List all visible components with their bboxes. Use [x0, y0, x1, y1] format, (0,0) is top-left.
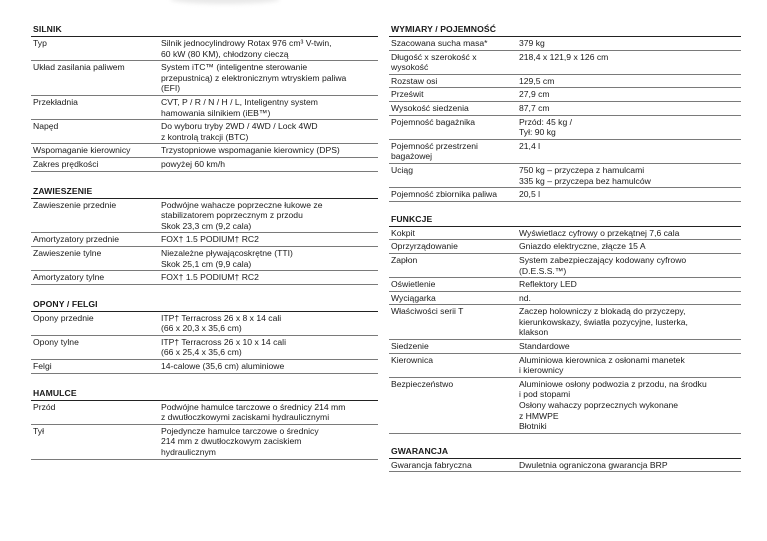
spec-key: Bezpieczeństwo — [391, 378, 454, 389]
spec-key: Gwarancja fabryczna — [391, 459, 472, 470]
spec-row — [31, 199, 378, 234]
spec-key: Kierownica — [391, 354, 434, 365]
spec-value: powyżej 60 km/h — [161, 158, 226, 169]
spec-row — [389, 188, 741, 202]
spec-row — [389, 164, 741, 188]
spec-value: 129,5 cm — [519, 75, 555, 86]
spec-row — [389, 116, 741, 140]
spec-row — [31, 37, 378, 61]
spec-key: Pojemność bagażnika — [391, 116, 476, 127]
spec-value: 750 kg – przyczepa z hamulcami 335 kg – przyczepa bez hamulców — [519, 164, 651, 186]
section-title: GWARANCJA — [389, 446, 741, 459]
spec-row — [31, 401, 378, 425]
spec-value: 379 kg — [519, 38, 545, 48]
spec-row — [31, 144, 378, 158]
spec-row — [31, 425, 378, 460]
spec-key: Tył — [33, 425, 44, 436]
spec-key: Szacowana sucha masa* — [391, 38, 488, 48]
spec-key: Zakres prędkości — [33, 158, 99, 169]
spec-key: Oświetlenie — [391, 279, 436, 290]
spec-value: Pojedyncze hamulce tarczowe o średnicy 214 mm z dwutłoczkowym zaciskiem hydraulicznym — [161, 425, 319, 458]
spec-value: Wyświetlacz cyfrowy o przekątnej 7,6 cala — [519, 227, 680, 238]
spec-row — [389, 278, 741, 292]
spec-key: Opony przednie — [33, 312, 94, 323]
section-title: FUNKCJE — [389, 214, 741, 227]
section-title: OPONY / FELGI — [31, 299, 378, 312]
spec-value: Silnik jednocylindrowy Rotax 976 cm³ V-twin, 60 kW (80 KM), chłodzony cieczą — [161, 38, 332, 59]
section-title: HAMULCE — [31, 388, 378, 401]
spec-key: Felgi — [33, 361, 52, 372]
spec-value: Do wyboru tryby 2WD / 4WD / Lock 4WD z kontrolą trakcji (BTC) — [161, 121, 318, 142]
spec-key: Właściwości serii T — [391, 306, 464, 317]
spec-value: Dwuletnia ograniczona gwarancja BRP — [519, 459, 668, 470]
spec-value: Niezależne pływającoskrętne (TTI) Skok 25,1 cm (9,9 cala) — [161, 247, 293, 269]
spec-row — [31, 120, 378, 144]
spec-row — [389, 459, 741, 473]
spec-row — [31, 312, 378, 336]
spec-key: Wysokość siedzenia — [391, 102, 469, 113]
spec-row — [389, 378, 741, 434]
spec-key: Zawieszenie tylne — [33, 247, 102, 258]
left-column — [31, 24, 378, 460]
spec-value: Zaczep holowniczy z blokadą do przyczepy, kierunkowskazy, światła pozycyjne, lusterka, klakson — [519, 306, 688, 338]
spec-key: Zawieszenie przednie — [33, 199, 117, 210]
spec-value: Podwójne wahacze poprzeczne łukowe ze stabilizatorem poprzecznym z przodu Skok 23,3 cm (9,2 cala) — [161, 199, 323, 231]
spec-value: Aluminiowa kierownica z osłonami manetek i kierownicy — [519, 354, 685, 376]
spec-row — [31, 61, 378, 96]
section-title: SILNIK — [31, 24, 378, 37]
spec-value: 218,4 x 121,9 x 126 cm — [519, 51, 609, 62]
spec-row — [389, 227, 741, 241]
spec-value: ITP† Terracross 26 x 8 x 14 cali (66 x 20,3 x 35,6 cm) — [161, 312, 282, 334]
spec-key: Amortyzatory tylne — [33, 272, 105, 283]
spec-row — [31, 233, 378, 247]
spec-key: Przód — [33, 401, 56, 412]
spec-key: Wspomaganie kierownicy — [33, 145, 131, 156]
section-wymiary-pojemnosc — [389, 24, 741, 202]
spec-value: nd. — [519, 292, 531, 303]
section-silnik — [31, 24, 378, 172]
spec-key: Uciąg — [391, 164, 413, 175]
spec-value: Aluminiowe osłony podwozia z przodu, na środku i pod stopami Osłony wahaczy poprzecznych wykonane z HMWPE Błotniki — [519, 378, 707, 432]
spec-key: Typ — [33, 38, 47, 48]
spec-key: Zapłon — [391, 254, 418, 265]
spec-row — [389, 37, 741, 51]
spec-key: Długość x szerokość x wysokość — [391, 51, 477, 73]
spec-value: 21,4 l — [519, 140, 541, 151]
spec-row — [389, 88, 741, 102]
spec-key: Opony tylne — [33, 336, 79, 347]
spec-value: System zabezpieczający kodowany cyfrowo (D.E.S.S.™) — [519, 254, 687, 276]
section-title: WYMIARY / POJEMNOŚĆ — [389, 24, 741, 37]
spec-row — [389, 254, 741, 278]
spec-value: Reflektory LED — [519, 279, 577, 290]
section-zawieszenie — [31, 186, 378, 285]
spec-row — [389, 305, 741, 340]
spec-value: Gniazdo elektryczne, złącze 15 A — [519, 241, 646, 252]
spec-key: Oprzyrządowanie — [391, 241, 458, 252]
section-opony-felgi — [31, 299, 378, 374]
spec-row — [389, 240, 741, 254]
spec-value: ITP† Terracross 26 x 10 x 14 cali (66 x 25,4 x 35,6 cm) — [161, 336, 286, 358]
spec-row — [389, 340, 741, 354]
spec-value: 20,5 l — [519, 189, 541, 200]
spec-value: CVT, P / R / N / H / L, Inteligentny system hamowania silnikiem (iEB™) — [161, 96, 318, 118]
spec-row — [31, 158, 378, 172]
spec-key: Siedzenie — [391, 341, 429, 352]
spec-value: Standardowe — [519, 341, 570, 352]
spec-row — [31, 336, 378, 360]
spec-key: Kokpit — [391, 227, 415, 238]
spec-value: 14-calowe (35,6 cm) aluminiowe — [161, 361, 285, 372]
spec-value: Podwójne hamulce tarczowe o średnicy 214 mm z dwutłoczkowymi zaciskami hydraulicznymi — [161, 401, 346, 423]
spec-value: FOX† 1.5 PODIUM† RC2 — [161, 234, 259, 245]
section-funkcje — [389, 214, 741, 434]
spec-key: Układ zasilania paliwem — [33, 62, 125, 73]
spec-value: Trzystopniowe wspomaganie kierownicy (DPS) — [161, 145, 340, 156]
section-hamulce — [31, 388, 378, 460]
right-column — [389, 24, 741, 472]
spec-row — [389, 140, 741, 164]
spec-value: FOX† 1.5 PODIUM† RC2 — [161, 272, 259, 283]
spec-key: Napęd — [33, 121, 59, 132]
spec-row — [31, 271, 378, 285]
spec-key: Wyciągarka — [391, 292, 436, 303]
spec-key: Pojemność przestrzeni bagażowej — [391, 140, 478, 162]
spec-value: System iTC™ (inteligentne sterowanie przepustnicą) z elektronicznym wtryskiem paliwa (EFI) — [161, 62, 347, 94]
spec-key: Pojemność zbiornika paliwa — [391, 189, 498, 200]
section-title: ZAWIESZENIE — [31, 186, 378, 199]
spec-row — [389, 51, 741, 75]
spec-value: 87,7 cm — [519, 102, 550, 113]
spec-key: Rozstaw osi — [391, 75, 438, 86]
spec-row — [389, 292, 741, 306]
spec-row — [389, 102, 741, 116]
spec-row — [389, 354, 741, 378]
spec-value: Przód: 45 kg / Tył: 90 kg — [519, 116, 573, 138]
section-gwarancja — [389, 446, 741, 473]
spec-value: 27,9 cm — [519, 89, 550, 100]
spec-row — [389, 75, 741, 89]
spec-key: Amortyzatory przednie — [33, 234, 119, 245]
spec-row — [31, 247, 378, 271]
spec-row — [31, 360, 378, 374]
spec-key: Prześwit — [391, 89, 424, 100]
top-decorative-shadow — [170, 0, 280, 4]
spec-key: Przekładnia — [33, 96, 78, 107]
spec-row — [31, 96, 378, 120]
